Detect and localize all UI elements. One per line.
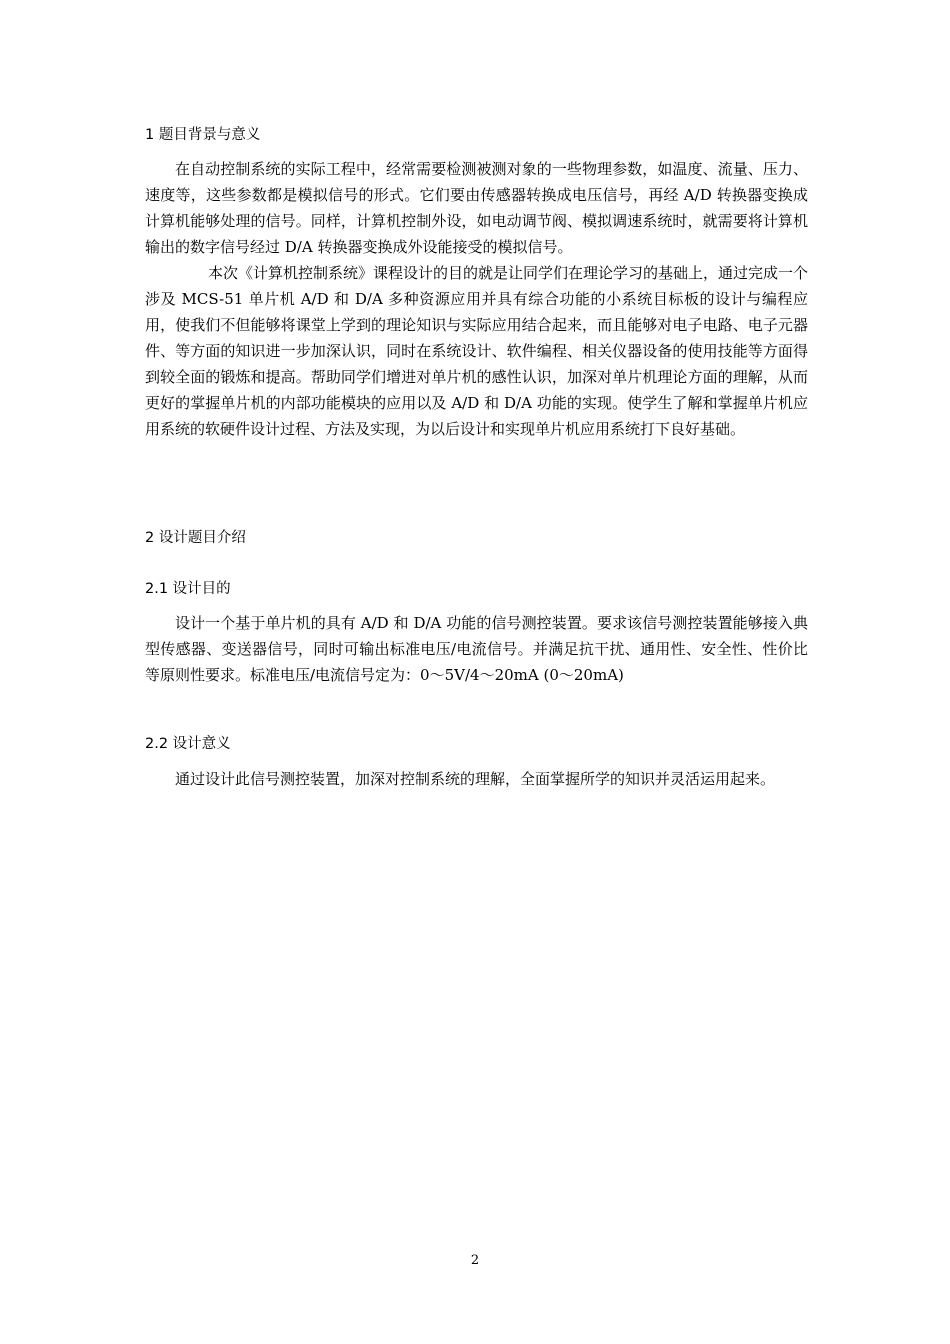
paragraph-design-goal: 设计一个基于单片机的具有 A/D 和 D/A 功能的信号测控装置。要求该信号测控装置能够接入典型传感器、变送器信号，同时可输出标准电压/电流信号。并满足抗干扰、通用性、安全性、性价比等原则性要求。标准电压/电流信号定为：0～5V/4～20mA (0～20mA) <box>145 614 808 684</box>
section-heading-design-topic: 2 设计题目介绍 <box>145 530 246 546</box>
paragraph-course-purpose: 本次《计算机控制系统》课程设计的目的就是让同学们在理论学习的基础上，通过完成一个涉及 MCS-51 单片机 A/D 和 D/A 多种资源应用并具有综合功能的小系统目标板的设计与编程应用，使我们不但能够将课堂上学到的理论知识与实际应用结合起来，而且能够对电子电路、电子元器件、等方面的知识进一步加深认识，同时在系统设计、软件编程、相关仪器设备的使用技能等方面得到较全面的锻炼和提高。帮助同学们增进对单片机的感性认识，加深对单片机理论方面的理解，从而更好的掌握单片机的内部功能模块的应用以及 A/D 和 D/A 功能的实现。使学生了解和掌握单片机应用系统的软硬件设计过程、方法及实现，为以后设计和实现单片机应用系统打下良好基础。 <box>145 264 809 438</box>
paragraph-background: 在自动控制系统的实际工程中，经常需要检测被测对象的一些物理参数，如温度、流量、压力、速度等，这些参数都是模拟信号的形式。它们要由传感器转换成电压信号，再经 A/D 转换器变换成计算机能够处理的信号。同样，计算机控制外设，如电动调节阀、模拟调速系统时，就需要将计算机输出的数字信号经过 D/A 转换器变换成外设能接受的模拟信号。 <box>145 160 808 256</box>
paragraph-design-significance: 通过设计此信号测控装置，加深对控制系统的理解，全面掌握所学的知识并灵活运用起来。 <box>175 770 776 788</box>
page-number: 2 <box>470 1253 480 1268</box>
subsection-heading-design-goal: 2.1 设计目的 <box>145 581 231 597</box>
subsection-heading-design-significance: 2.2 设计意义 <box>145 736 231 752</box>
section-heading-background: 1 题目背景与意义 <box>145 127 261 143</box>
